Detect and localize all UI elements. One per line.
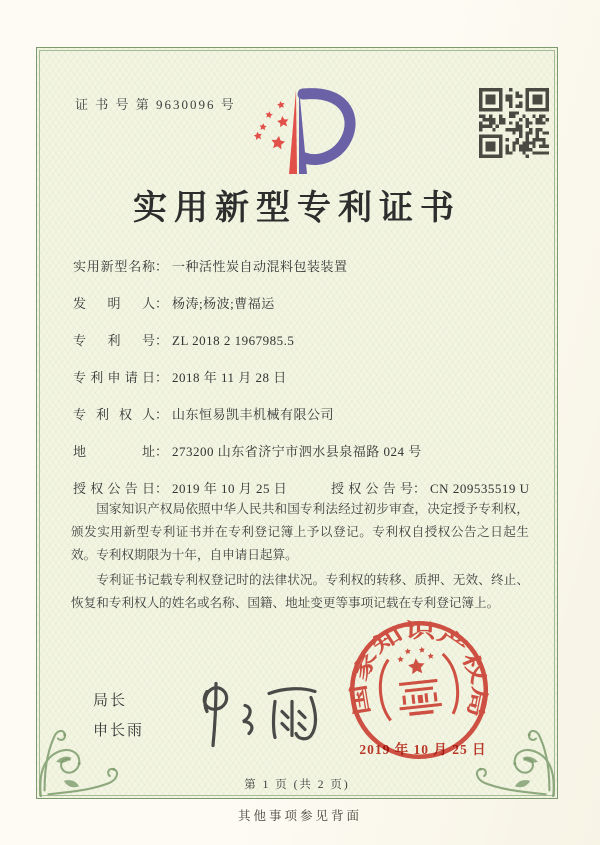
- colon: ：: [155, 333, 169, 348]
- certificate-frame: [36, 47, 558, 799]
- cnipa-logo-icon: [249, 82, 389, 182]
- field-row-address: [73, 441, 543, 462]
- colon: ：: [155, 259, 169, 274]
- field-label: 专利号: [73, 333, 155, 348]
- field-label: 地址: [73, 444, 155, 459]
- seal-text: 国家知识产权局: [349, 620, 491, 717]
- field-label: 实用新型名称: [73, 259, 155, 274]
- field-value: 山东恒易凯丰机械有限公司: [172, 407, 335, 422]
- field-value: 一种活性炭自动混料包装装置: [172, 259, 348, 274]
- qr-code-icon: [479, 88, 549, 158]
- field-value: CN 209535519 U: [430, 481, 530, 496]
- field-value: 2019 年 10 月 25 日: [172, 481, 288, 496]
- colon: ：: [155, 407, 169, 422]
- field-value: 273200 山东省济宁市泗水县泉福路 024 号: [172, 444, 422, 459]
- field-row-patentee: [73, 404, 543, 425]
- page-number: 第 1 页 (共 2 页): [244, 779, 350, 791]
- colon: ：: [155, 481, 169, 496]
- field-label: 发明人: [73, 296, 155, 311]
- field-value: ZL 2018 2 1967985.5: [172, 333, 295, 348]
- commissioner-title: 局长: [93, 693, 128, 709]
- colon: ：: [155, 444, 169, 459]
- colon: ：: [155, 296, 169, 311]
- field-row-patent-no: [73, 330, 543, 351]
- signoff-block: [93, 686, 144, 746]
- field-label: 授权公告号: [331, 481, 413, 496]
- commissioner-name: 申长雨: [93, 723, 145, 739]
- field-label: 专利申请日: [73, 370, 155, 385]
- field-list: [73, 256, 543, 515]
- legal-paragraph: 国家知识产权局依照中华人民共和国专利法经过初步审查，决定授予专利权，颁发实用新型专利证书并在专利登记簿上予以登记。专利权自授权公告之日起生效。专利权期限为十年，自申请日起算。: [71, 502, 529, 562]
- field-value: 2018 年 11 月 28 日: [172, 370, 287, 385]
- colon: ：: [155, 370, 169, 385]
- back-side-note: 其他事项参见背面: [237, 809, 362, 823]
- field-row-grant: [73, 478, 543, 499]
- field-label: 专利权人: [73, 407, 155, 422]
- grant-number-pair: [331, 478, 529, 499]
- colon: ：: [413, 481, 427, 496]
- legal-paragraph: 专利证书记载专利权登记时的法律状况。专利权的转移、质押、无效、终止、恢复和专利权人的姓名或名称、国籍、地址变更等事项记载在专利登记簿上。: [71, 572, 529, 610]
- handwritten-signature: [183, 676, 333, 754]
- certificate-number: 证 书 号 第 9630096 号: [75, 97, 236, 112]
- seal-date: 2019 年 10 月 25 日: [359, 742, 487, 757]
- field-label: 授权公告日: [73, 481, 155, 496]
- field-value: 杨涛;杨波;曹福运: [172, 296, 275, 311]
- field-row-name: [73, 256, 543, 277]
- field-row-inventors: [73, 293, 543, 314]
- certificate-title: 实用新型专利证书: [133, 190, 461, 227]
- field-row-filing-date: [73, 367, 543, 388]
